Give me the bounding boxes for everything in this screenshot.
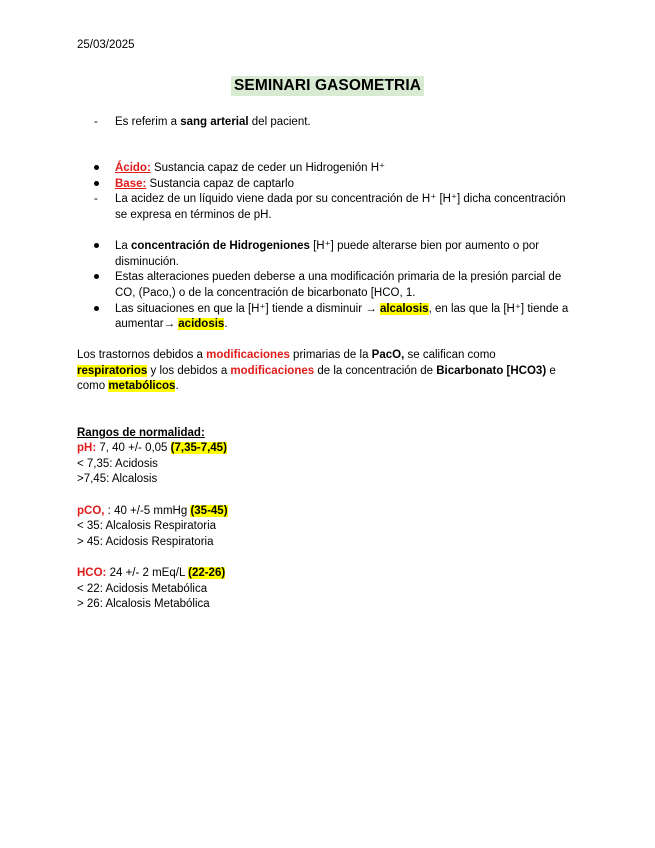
- ph-low: < 7,35: Acidosis: [77, 458, 158, 470]
- paragraph-line-2: [77, 363, 556, 379]
- ph-value: 7, 40 +/- 0,05: [96, 442, 171, 454]
- bullet-1-line-1: [115, 238, 539, 254]
- paragraph-text: primarias de la: [289, 349, 372, 361]
- document-date: 25/03/2025: [77, 39, 135, 51]
- bullet-2-line-1: Estas alteraciones pueden deberse a una modificación primaria de la presión parcial de: [115, 271, 562, 283]
- pco-low: < 35: Alcalosis Respiratoria: [77, 520, 217, 532]
- acidez-line-1: La acidez de un líquido viene dada por su concentración de H⁺ [H⁺] dicha concentración: [115, 193, 566, 205]
- base-text: Sustancia capaz de captarlo: [146, 178, 295, 190]
- bullet-3-text-end: , en las que la [H⁺] tiende a: [428, 303, 569, 315]
- hco-low: < 22: Acidosis Metabólica: [77, 583, 208, 595]
- pco-range-highlight: (35-45): [190, 505, 228, 517]
- acido-label: Ácido:: [115, 162, 151, 174]
- bullet-3-line-2-end: .: [224, 318, 228, 330]
- base-label: Base:: [115, 178, 147, 190]
- title-wrapper: [0, 76, 655, 96]
- bullet-icon: [94, 160, 99, 176]
- bullet-icon: [94, 301, 99, 317]
- hco-value: 24 +/- 2 mEq/L: [106, 567, 189, 579]
- document-title: SEMINARI GASOMETRIA: [231, 76, 424, 96]
- ph-high: >7,45: Alcalosis: [77, 473, 158, 485]
- paragraph-text: Los trastornos debidos a: [77, 349, 207, 361]
- bullet-icon: [94, 176, 99, 192]
- dash-marker: -: [94, 193, 98, 205]
- ph-line: [77, 440, 227, 456]
- bullet-3-line-2-text: aumentar→: [115, 318, 179, 330]
- metabolicos-highlight: metabólicos: [108, 380, 176, 392]
- ph-range-highlight: (7,35-7,45): [170, 442, 227, 454]
- bullet-icon: [94, 269, 99, 285]
- pco-high: > 45: Acidosis Respiratoria: [77, 536, 214, 548]
- bullet-1-text-end: [H⁺] puede alterarse bien por aumento o por: [309, 240, 540, 252]
- hco-line: [77, 565, 225, 581]
- pco-line: [77, 503, 228, 519]
- paragraph-line-1: [77, 347, 496, 363]
- bullet-1-text: La: [115, 240, 131, 252]
- paco-bold: PacO,: [371, 349, 405, 361]
- intro-line: [115, 114, 311, 130]
- bullet-3-text: Las situaciones en que la [H⁺] tiende a disminuir →: [115, 303, 380, 315]
- modificaciones-red: modificaciones: [206, 349, 290, 361]
- paragraph-text: se califican como: [404, 349, 496, 361]
- modificaciones-red: modificaciones: [230, 365, 315, 377]
- bullet-3-line-2: [115, 316, 228, 332]
- intro-text-end: del pacient.: [248, 116, 311, 128]
- paragraph-text: e: [546, 365, 556, 377]
- ranges-heading: Rangos de normalidad:: [77, 427, 205, 439]
- paragraph-text: y los debidos a: [147, 365, 231, 377]
- bullet-1-bold: concentración de Hidrogeniones: [131, 240, 310, 252]
- respiratorios-highlight: respiratorios: [77, 365, 148, 377]
- acidosis-highlight: acidosis: [178, 318, 225, 330]
- intro-bold: sang arterial: [180, 116, 249, 128]
- alcalosis-highlight: alcalosis: [379, 303, 429, 315]
- acidez-line-2: se expresa en términos de pH.: [115, 209, 272, 221]
- paragraph-line-3: [77, 378, 179, 394]
- base-line: [115, 176, 294, 192]
- bullet-1-line-2: disminución.: [115, 256, 179, 268]
- bicarbonato-bold: Bicarbonato [HCO3): [436, 365, 547, 377]
- paragraph-text: .: [175, 380, 179, 392]
- hco-label: HCO:: [77, 567, 107, 579]
- pco-value: : 40 +/-5 mmHg: [104, 505, 191, 517]
- bullet-2-line-2: CO, (Paco,) o de la concentración de bicarbonato [HCO, 1.: [115, 287, 416, 299]
- hco-range-highlight: (22-26): [188, 567, 226, 579]
- pco-label: pCO,: [77, 505, 105, 517]
- hco-high: > 26: Alcalosis Metabólica: [77, 598, 210, 610]
- paragraph-text: de la concentración de: [314, 365, 437, 377]
- dash-marker: -: [94, 116, 98, 128]
- acido-line: [115, 160, 385, 176]
- bullet-icon: [94, 238, 99, 254]
- intro-text: Es referim a: [115, 116, 181, 128]
- ph-label: pH:: [77, 442, 97, 454]
- bullet-3-line-1: [115, 301, 568, 317]
- acido-text: Sustancia capaz de ceder un Hidrogenión H⁺: [150, 162, 386, 174]
- paragraph-text: como: [77, 380, 109, 392]
